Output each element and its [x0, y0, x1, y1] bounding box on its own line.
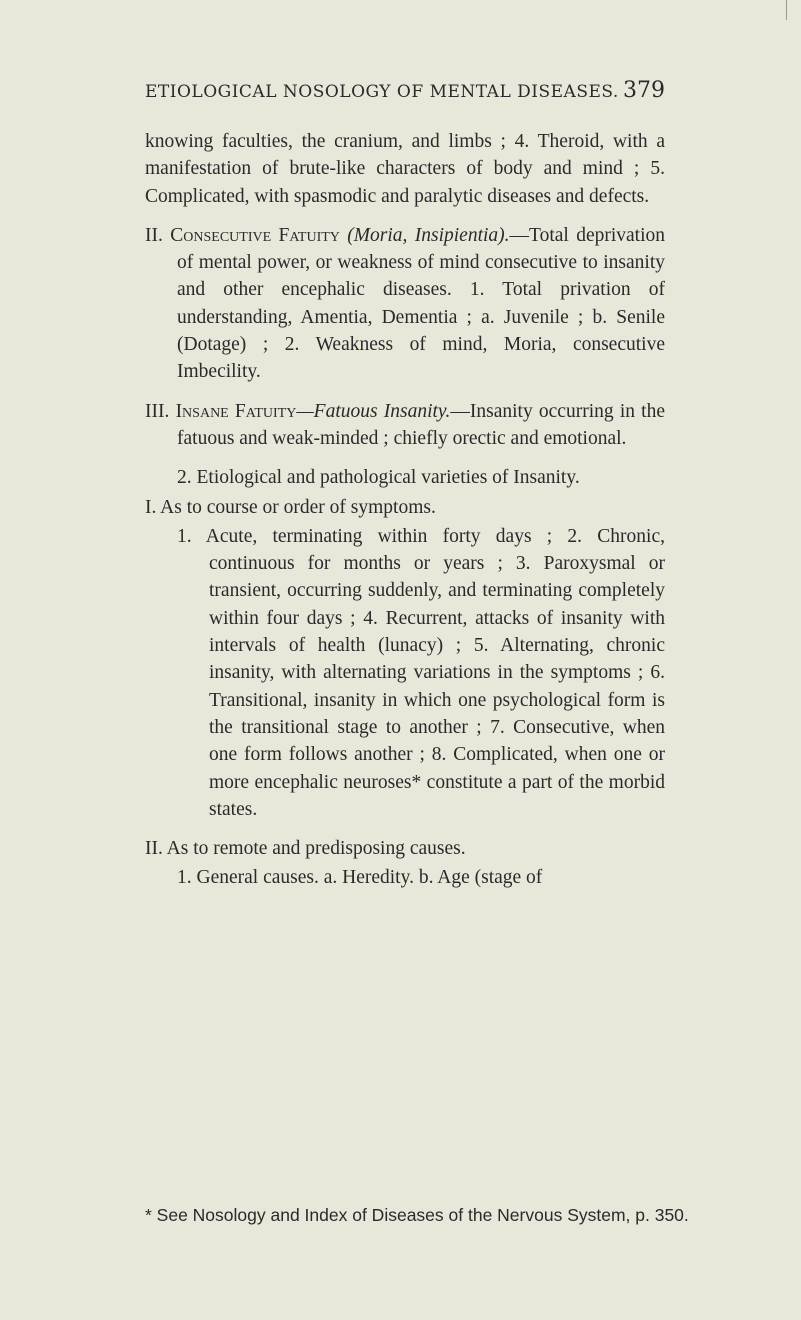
- section-heading: Consecutive Fatuity: [170, 224, 340, 246]
- section-number: II.: [145, 224, 163, 246]
- section-alt-name: —Fatuous Insanity.: [296, 400, 451, 422]
- footnote: * See Nosology and Index of Diseases of the Nervous System, p. 350.: [145, 1205, 689, 1225]
- paragraph-varieties: 1. Acute, terminating within forty days ; 2. Chronic, continuous for months or years ; 3. Paroxysmal or transient, occurring suddenly, and terminating completely within four days ; 4. Recurrent, attacks of insanity with intervals of health (lunacy) ; 5. Alternating, chronic insanity, with alternating variations in the symptoms ; 6. Transitional, insanity in which one psychological form is the transitional stage to another ; 7. Consecutive, when one form follows another ; 8. Complicated, when one or more encephalic neuroses* constitute a part of the morbid states.: [177, 525, 665, 820]
- section-alt-name: (Moria, Insipientia).: [347, 224, 510, 246]
- paragraph-continuation: knowing faculties, the cranium, and limbs ; 4. Theroid, with a manifestation of brute-like characters of body and mind ; 5. Complicated, with spasmodic and paralytic diseases and defects.: [145, 131, 665, 207]
- body-text: [145, 128, 665, 904]
- paragraph-consecutive-fatuity: [145, 222, 665, 386]
- section-text: —Total deprivation of mental power, or weakness of mind consecutive to insanity and other encephalic diseases. 1. Total privation of understanding, Amentia, Dementia ; a. Juvenile ; b. Senile (Dotage) ; 2. Weakness of mind, Moria, consecutive Imbecility.: [177, 224, 666, 383]
- subsection-heading: 2. Etiological and pathological varieties of Insanity.: [177, 467, 580, 489]
- paragraph-general-causes: 1. General causes. a. Heredity. b. Age (stage of: [177, 867, 543, 889]
- causes-heading: II. As to remote and predisposing causes.: [145, 838, 466, 860]
- page-number: 379: [623, 78, 665, 103]
- running-title: ETIOLOGICAL NOSOLOGY OF MENTAL DISEASES.: [145, 82, 619, 102]
- section-number: III.: [145, 400, 170, 422]
- section-heading: Insane Fatuity: [175, 400, 297, 422]
- order-heading: I. As to course or order of symptoms.: [145, 496, 436, 518]
- running-header: [145, 78, 665, 103]
- section-text: —Insanity occurring in the fatuous and weak-minded ; chiefly orectic and emotional.: [177, 400, 665, 449]
- paragraph-insane-fatuity: [145, 398, 665, 453]
- page-corner-edge: [786, 0, 801, 20]
